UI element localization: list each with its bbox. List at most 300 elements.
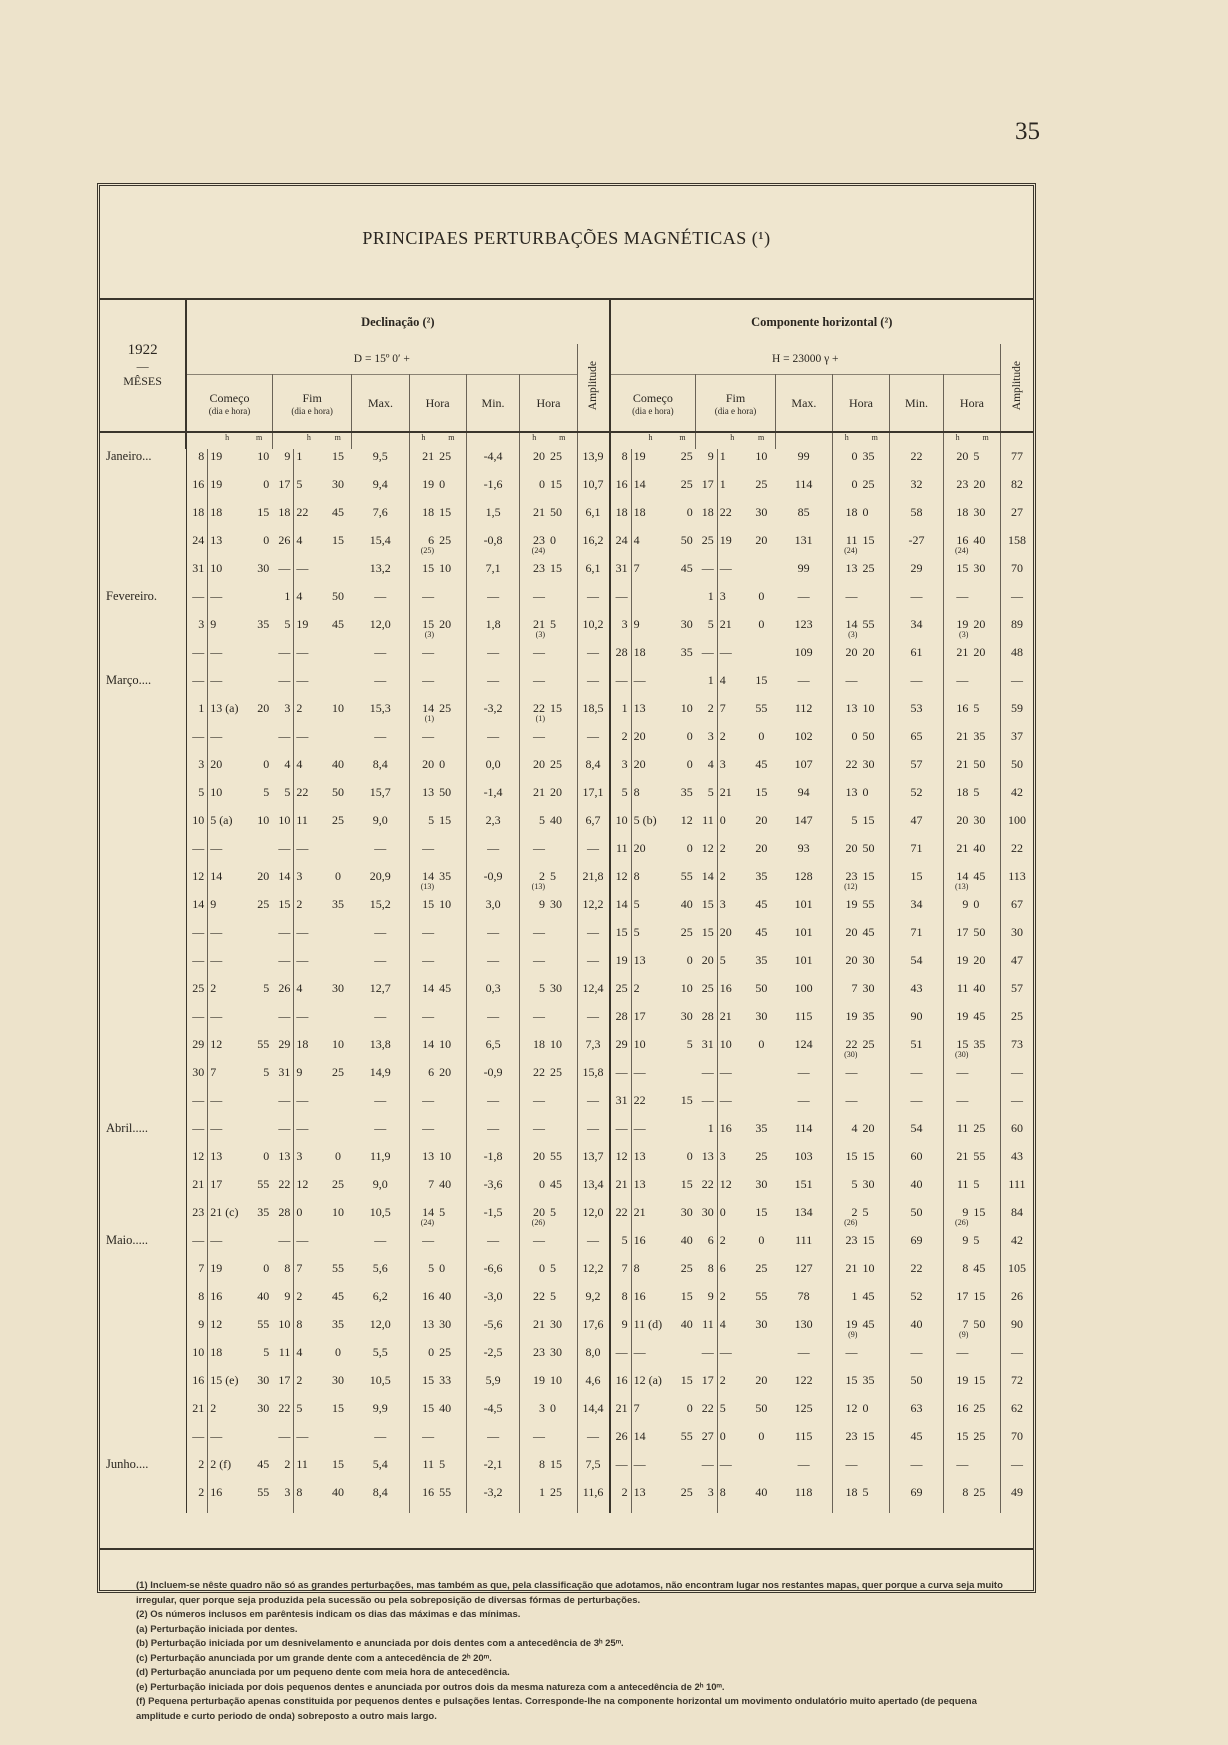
cell-value: —	[719, 1345, 732, 1359]
d-cell	[577, 729, 609, 757]
cell-value: 0	[263, 1149, 270, 1163]
cell-value: 93	[797, 841, 810, 855]
cell-value: 11	[422, 1457, 435, 1471]
cell-value: 5	[296, 477, 303, 491]
h-cell	[670, 1261, 696, 1289]
cell-value: 0	[851, 477, 858, 491]
cell-value: 7,6	[372, 505, 388, 519]
h-cell	[631, 1093, 670, 1121]
d-cell	[437, 1429, 466, 1457]
cell-value: 12	[845, 1401, 858, 1415]
cell-value: 7	[621, 1261, 628, 1275]
cell-value: —	[422, 1009, 435, 1023]
h-cell	[890, 785, 944, 813]
cell-value: 7	[851, 981, 858, 995]
h-cell	[860, 813, 889, 841]
h-cell	[860, 449, 889, 477]
cell-value: 62	[1010, 1401, 1023, 1415]
cell-value: 15	[862, 533, 875, 547]
d-cell	[272, 1457, 294, 1485]
cell-value: —	[845, 1093, 858, 1107]
d-cell	[352, 477, 409, 505]
h-cell	[890, 869, 944, 897]
cell-value: —	[956, 1093, 969, 1107]
table-row	[100, 1093, 1033, 1121]
cell-value: 16	[956, 701, 969, 715]
cell-value: 15	[862, 1233, 875, 1247]
d-cell	[294, 925, 324, 953]
cell-value: —	[296, 1429, 309, 1443]
cell-value: 17	[633, 1009, 646, 1023]
cell-value: 2	[621, 729, 628, 743]
d-cell	[186, 1457, 208, 1485]
cell-value: 109	[794, 645, 813, 659]
month-label	[100, 757, 186, 785]
cell-value: 25	[549, 1065, 562, 1079]
d-cell	[352, 645, 409, 673]
cell-value: 40	[257, 1289, 270, 1303]
d-cell	[246, 505, 272, 533]
horizontal-base: H = 23000 γ +	[771, 353, 839, 365]
d-cell	[208, 1121, 247, 1149]
cell-value: 107	[794, 757, 813, 771]
table-row	[100, 925, 1033, 953]
cell-value: 5	[428, 813, 435, 827]
cell-value: 13,9	[582, 449, 604, 463]
h-cell	[832, 1485, 860, 1513]
cell-value: 52	[910, 1289, 923, 1303]
d-cell	[294, 1177, 324, 1205]
cell-value: 0	[758, 1233, 765, 1247]
cell-value: 19	[956, 1373, 969, 1387]
h-cell	[860, 1065, 889, 1093]
cell-value: 55	[680, 869, 693, 883]
d-cell	[294, 953, 324, 981]
d-cell	[294, 1233, 324, 1261]
cell-value: 151	[794, 1177, 813, 1191]
cell-value: —	[633, 673, 646, 687]
cell-value: 11	[616, 841, 628, 855]
cell-value: 5	[284, 785, 291, 799]
table-bottom-rule	[100, 1548, 1033, 1550]
cell-value: —	[587, 953, 600, 967]
h-cell	[670, 953, 696, 981]
d-cell	[294, 1401, 324, 1429]
cell-value: —	[487, 1009, 500, 1023]
d-cell	[352, 841, 409, 869]
h-cell	[890, 1205, 944, 1233]
cell-value: 5	[263, 785, 270, 799]
h-cell	[696, 1065, 718, 1093]
h-cell	[696, 869, 718, 897]
cell-value: 19	[532, 1373, 545, 1387]
cell-value: 18	[701, 505, 714, 519]
cell-value: —	[532, 673, 545, 687]
month-label: Maio.....	[100, 1233, 186, 1261]
d-cell	[437, 785, 466, 813]
cell-value: 19	[296, 617, 309, 631]
h-cell	[631, 729, 670, 757]
month-label	[100, 1037, 186, 1065]
cell-value: 25	[439, 449, 452, 463]
d-cell	[466, 1093, 520, 1121]
cell-value: —	[210, 1093, 223, 1107]
h-cell	[971, 617, 1000, 645]
cell-value: 2 (f)	[210, 1457, 232, 1471]
h-cell	[943, 869, 971, 897]
cell-value: 2	[719, 1233, 726, 1247]
cell-value: 47	[1010, 953, 1023, 967]
d-cell	[409, 477, 437, 505]
d-cell	[272, 841, 294, 869]
cell-value: 5	[719, 1401, 726, 1415]
h-cell	[717, 1345, 747, 1373]
h-cell	[670, 1457, 696, 1485]
cell-value: —	[1010, 673, 1023, 687]
cell-value: 2	[707, 701, 714, 715]
d-cell	[324, 1037, 352, 1065]
h-cell	[717, 1093, 747, 1121]
month-label: Junho....	[100, 1457, 186, 1485]
cell-value: 14	[210, 869, 223, 883]
h-cell	[860, 701, 889, 729]
cell-value: 130	[794, 1317, 813, 1331]
h-cell	[610, 505, 632, 533]
cell-value: 6,5	[485, 1037, 501, 1051]
h-cell	[832, 1177, 860, 1205]
h-cell	[610, 1093, 632, 1121]
d-cell	[437, 897, 466, 925]
cell-value: —	[374, 1233, 387, 1247]
cell-value: 2	[538, 869, 545, 883]
cell-value: 5	[621, 785, 628, 799]
d-cell	[409, 533, 437, 561]
cell-value: —	[192, 925, 205, 939]
cell-value: 127	[794, 1261, 813, 1275]
d-cell	[577, 953, 609, 981]
table-row	[100, 897, 1033, 925]
cell-value: 8	[284, 1261, 291, 1275]
h-cell	[696, 1177, 718, 1205]
cell-value: 22	[1010, 841, 1023, 855]
d-cell	[466, 533, 520, 561]
cell-value: 21,8	[582, 869, 604, 883]
cell-value: 5	[633, 925, 640, 939]
cell-value: 4	[296, 757, 303, 771]
cell-value: 17	[701, 477, 714, 491]
h-cell	[696, 533, 718, 561]
cell-value: —	[192, 1121, 205, 1135]
h-cell	[943, 841, 971, 869]
d-cell	[466, 1485, 520, 1513]
cell-value: —	[633, 1121, 646, 1135]
d-cell	[577, 701, 609, 729]
h-cell	[890, 1009, 944, 1037]
page-title: PRINCIPAES PERTURBAÇÕES MAGNÉTICAS (¹)	[362, 228, 771, 248]
h-cell	[631, 1065, 670, 1093]
cell-value: —	[532, 1093, 545, 1107]
d-cell	[352, 701, 409, 729]
cell-value: —	[192, 673, 205, 687]
h-cell	[943, 1485, 971, 1513]
d-cell	[409, 1429, 437, 1457]
cell-value: 30	[862, 953, 875, 967]
cell-value: 2	[621, 1485, 628, 1499]
d-cell	[520, 477, 548, 505]
h-cell	[631, 449, 670, 477]
d-cell	[186, 645, 208, 673]
h-cell	[631, 813, 670, 841]
d-cell	[520, 1037, 548, 1065]
cell-value: 14,4	[582, 1401, 604, 1415]
h-cell	[860, 953, 889, 981]
d-cell	[466, 1233, 520, 1261]
h-cell	[890, 561, 944, 589]
d-cell	[324, 701, 352, 729]
d-cell	[548, 701, 577, 729]
h-cell	[670, 757, 696, 785]
h-cell	[670, 561, 696, 589]
cell-value: —	[587, 729, 600, 743]
d-cell	[272, 505, 294, 533]
h-cell	[890, 953, 944, 981]
d-cell	[466, 897, 520, 925]
h-cell	[775, 561, 832, 589]
cell-value: 7	[198, 1261, 205, 1275]
d-cell	[246, 617, 272, 645]
cell-value: 71	[910, 841, 923, 855]
d-cell	[437, 1037, 466, 1065]
d-cell	[186, 449, 208, 477]
cell-value: 1	[621, 701, 628, 715]
d-cell	[352, 1093, 409, 1121]
table-row	[100, 533, 1033, 561]
d-cell	[409, 981, 437, 1009]
d-cell	[577, 813, 609, 841]
d-cell	[548, 1485, 577, 1513]
cell-value: —	[192, 1009, 205, 1023]
cell-value: 71	[910, 925, 923, 939]
table-frame	[97, 183, 1036, 1722]
table-row	[100, 785, 1033, 813]
d-cell	[272, 925, 294, 953]
d-cell	[409, 673, 437, 701]
h-cell	[1000, 953, 1033, 981]
d-cell	[520, 617, 548, 645]
amplitude-label: Amplitude	[1010, 361, 1023, 411]
d-cell	[520, 1121, 548, 1149]
d-cell	[352, 617, 409, 645]
cell-value: —	[910, 673, 923, 687]
cell-value: —	[192, 841, 205, 855]
d-cell	[186, 729, 208, 757]
d-cell	[548, 645, 577, 673]
d-cell	[466, 1289, 520, 1317]
cell-value: 78	[797, 1289, 810, 1303]
cell-value: 15,8	[582, 1065, 604, 1079]
cell-value: 2	[633, 981, 640, 995]
d-cell	[208, 1289, 247, 1317]
h-cell	[610, 1177, 632, 1205]
page-number: 35	[1015, 118, 1040, 145]
d-cell	[186, 981, 208, 1009]
cell-value: 15	[845, 1149, 858, 1163]
table-row	[100, 701, 1033, 729]
cell-value: 10	[862, 1261, 875, 1275]
cell-value: 24	[192, 533, 205, 547]
d-cell	[246, 813, 272, 841]
cell-value: 13	[845, 561, 858, 575]
cell-value: 15	[973, 1289, 986, 1303]
h-cell	[670, 1289, 696, 1317]
cell-value: 25	[701, 981, 714, 995]
h-cell	[696, 617, 718, 645]
h-cell	[832, 813, 860, 841]
h-cell	[717, 1205, 747, 1233]
d-cell	[577, 1205, 609, 1233]
cell-value: —	[1010, 589, 1023, 603]
d-cell	[208, 1009, 247, 1037]
cell-value: —	[633, 1457, 646, 1471]
h-cell	[670, 505, 696, 533]
d-cell	[409, 785, 437, 813]
cell-value: 16,2	[582, 533, 604, 547]
unit-h: h	[717, 432, 747, 449]
h-cell	[1000, 1373, 1033, 1401]
d-cell	[437, 813, 466, 841]
h-cell	[860, 1093, 889, 1121]
day-note: (3)	[424, 630, 435, 639]
d-cell	[352, 561, 409, 589]
cell-value: 20	[845, 953, 858, 967]
cell-value: 101	[794, 897, 813, 911]
month-label	[100, 869, 186, 897]
h-cell	[610, 757, 632, 785]
h-cell	[832, 925, 860, 953]
h-cell	[860, 617, 889, 645]
cell-value: 21	[956, 757, 969, 771]
cell-value: 11	[702, 813, 714, 827]
cell-value: 70	[1010, 561, 1023, 575]
cell-value: 47	[910, 813, 923, 827]
h-cell	[943, 1289, 971, 1317]
h-cell	[747, 617, 775, 645]
d-cell	[324, 1401, 352, 1429]
cell-value: —	[487, 953, 500, 967]
cell-value: 1,5	[485, 505, 501, 519]
d-cell	[466, 841, 520, 869]
cell-value: 84	[1010, 1205, 1023, 1219]
cell-value: 9,4	[372, 477, 388, 491]
month-label	[100, 1149, 186, 1177]
d-cell	[352, 1009, 409, 1037]
cell-value: —	[1010, 1345, 1023, 1359]
cell-value: 22	[701, 1401, 714, 1415]
d-cell	[352, 533, 409, 561]
cell-value: 40	[910, 1317, 923, 1331]
h-cell	[610, 1373, 632, 1401]
cell-value: —	[422, 729, 435, 743]
d-cell	[437, 1457, 466, 1485]
unit-m: m	[437, 432, 466, 449]
cell-value: 12	[719, 1177, 732, 1191]
h-cell	[696, 1233, 718, 1261]
month-label	[100, 813, 186, 841]
d-cell	[246, 1009, 272, 1037]
h-cell	[971, 561, 1000, 589]
d-cell	[186, 785, 208, 813]
table-row	[100, 673, 1033, 701]
d-cell	[246, 673, 272, 701]
h-cell	[696, 813, 718, 841]
cell-value: —	[956, 1065, 969, 1079]
cell-value: —	[374, 841, 387, 855]
h-cell	[775, 813, 832, 841]
cell-value: 30	[755, 1317, 768, 1331]
h-cell	[943, 1457, 971, 1485]
h-cell	[943, 1345, 971, 1373]
h-cell	[670, 729, 696, 757]
h-cell	[832, 477, 860, 505]
d-cell	[352, 589, 409, 617]
cell-value: 9,5	[372, 449, 388, 463]
cell-value: 5,5	[372, 1345, 388, 1359]
d-cell	[324, 1261, 352, 1289]
cell-value: 21	[719, 1009, 732, 1023]
h-cell	[943, 561, 971, 589]
d-cell	[548, 1317, 577, 1345]
h-cell	[943, 701, 971, 729]
h-cell	[717, 1065, 747, 1093]
h-cell	[971, 757, 1000, 785]
cell-value: 10	[615, 813, 628, 827]
d-cell	[186, 1373, 208, 1401]
d-cell	[246, 981, 272, 1009]
cell-value: 14	[422, 701, 435, 715]
d-cell	[352, 1429, 409, 1457]
cell-value: 45	[257, 1457, 270, 1471]
cell-value: 15	[956, 1037, 969, 1051]
cell-value: 3	[284, 701, 291, 715]
cell-value: 5	[973, 785, 980, 799]
cell-value: 42	[1010, 1233, 1023, 1247]
day-note: (13)	[420, 882, 435, 891]
cell-value: 19	[845, 1317, 858, 1331]
cell-value: 20	[845, 841, 858, 855]
cell-value: 45	[973, 869, 986, 883]
cell-value: —	[278, 1009, 291, 1023]
d-cell	[294, 757, 324, 785]
d-cell	[294, 617, 324, 645]
day-note: (3)	[848, 630, 858, 639]
d-cell	[409, 841, 437, 869]
d-cell	[294, 505, 324, 533]
d-cell	[548, 449, 577, 477]
cell-value: 22	[845, 1037, 858, 1051]
h-cell	[631, 981, 670, 1009]
cell-value: 20	[956, 449, 969, 463]
h-cell	[775, 1205, 832, 1233]
unit-h: h	[208, 432, 247, 449]
cell-value: 8	[633, 785, 640, 799]
h-cell	[1000, 1205, 1033, 1233]
cell-value: 21	[532, 1317, 545, 1331]
cell-value: 16	[719, 981, 732, 995]
cell-value: 30	[549, 1317, 562, 1331]
d-cell	[186, 477, 208, 505]
d-cell	[324, 589, 352, 617]
cell-value: —	[296, 561, 309, 575]
